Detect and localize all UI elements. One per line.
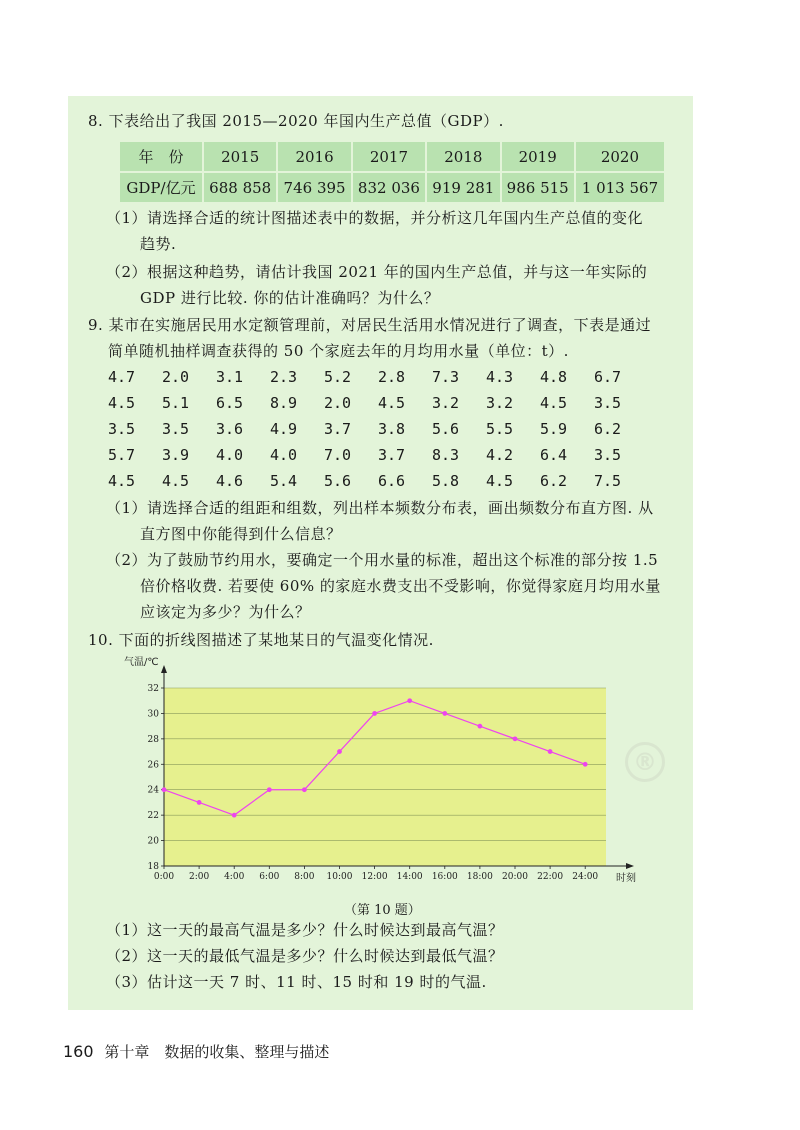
x-axis-label: 时刻: [616, 873, 636, 884]
x-tick-label: 10:00: [326, 872, 353, 882]
q8-sub1-line1: （1）请选择合适的统计图描述表中的数据，并分析这几年国内生产总值的变化: [106, 209, 644, 227]
q8-sub1-line2: 趋势.: [140, 235, 177, 253]
x-tick-label: 4:00: [224, 872, 245, 882]
data-row: [108, 418, 648, 440]
data-point: [337, 749, 342, 754]
data-value: 4.0: [270, 446, 298, 464]
data-point: [407, 698, 412, 703]
table-cell-gdp: 919 281: [427, 173, 499, 202]
table-cell-gdp: 832 036: [353, 173, 425, 202]
data-value: 3.9: [162, 446, 190, 464]
q9-line2: 简单随机抽样调查获得的 50 个家庭去年的月均用水量（单位：t）.: [108, 342, 569, 360]
q8-title: 8. 下表给出了我国 2015—2020 年国内生产总值（GDP）.: [88, 112, 504, 130]
data-row: [108, 366, 648, 388]
data-value: 3.5: [594, 394, 622, 412]
data-point: [513, 736, 518, 741]
y-tick-label: 20: [147, 836, 159, 847]
data-value: 5.2: [324, 368, 352, 386]
data-value: 5.8: [432, 472, 460, 490]
q10-sub2: （2）这一天的最低气温是多少？什么时候达到最低气温？: [106, 947, 504, 965]
table-cell-gdp: 986 515: [502, 173, 574, 202]
data-value: 7.0: [324, 446, 352, 464]
data-value: 4.9: [270, 420, 298, 438]
x-tick-label: 2:00: [188, 872, 210, 882]
data-value: 3.7: [378, 446, 406, 464]
y-axis-label: 气温/℃: [124, 657, 159, 668]
data-value: 5.7: [108, 446, 136, 464]
y-tick-label: 24: [147, 785, 159, 796]
q9-sub2-line1: （2）为了鼓励节约用水，要确定一个用水量的标准，超出这个标准的部分按 1.5: [106, 551, 659, 569]
data-value: 8.3: [432, 446, 460, 464]
y-tick-label: 28: [147, 734, 159, 745]
data-value: 3.5: [594, 446, 622, 464]
data-value: 2.3: [270, 368, 298, 386]
data-point: [302, 787, 307, 792]
data-value: 5.1: [162, 394, 190, 412]
y-tick-label: 26: [147, 760, 159, 771]
data-row: [108, 470, 648, 492]
x-axis-arrow: [626, 863, 634, 869]
data-value: 3.5: [162, 420, 190, 438]
data-value: 2.8: [378, 368, 406, 386]
temperature-line-chart: [120, 655, 640, 885]
data-value: 5.6: [324, 472, 352, 490]
x-tick-label: 20:00: [502, 872, 528, 882]
data-point: [548, 749, 553, 754]
table-cell-gdp: 746 395: [278, 173, 350, 202]
data-value: 6.5: [216, 394, 244, 412]
figure-caption: （第 10 题）: [344, 903, 421, 918]
plot-area: [164, 688, 606, 866]
data-value: 2.0: [162, 368, 190, 386]
data-value: 3.5: [108, 420, 136, 438]
x-tick-label: 24:00: [572, 872, 599, 882]
data-value: 5.5: [486, 420, 514, 438]
data-value: 4.5: [378, 394, 406, 412]
table-cell-gdp: 688 858: [204, 173, 276, 202]
data-value: 4.6: [216, 472, 244, 490]
data-value: 4.2: [486, 446, 514, 464]
data-value: 7.5: [594, 472, 622, 490]
data-value: 6.6: [378, 472, 406, 490]
y-axis-arrow: [161, 665, 167, 673]
data-row: [108, 444, 648, 466]
data-value: 6.4: [540, 446, 568, 464]
y-tick-label: 30: [147, 709, 159, 720]
q10-sub3: （3）估计这一天 7 时、11 时、15 时和 19 时的气温.: [106, 973, 487, 991]
data-value: 3.6: [216, 420, 244, 438]
table-cell-gdp: 1 013 567: [576, 173, 664, 202]
y-tick-label: 18: [147, 862, 159, 872]
data-value: 6.7: [594, 368, 622, 386]
data-row: [108, 392, 648, 414]
data-value: 4.7: [108, 368, 136, 386]
data-point: [583, 762, 588, 767]
data-value: 4.5: [486, 472, 514, 490]
data-value: 5.6: [432, 420, 460, 438]
data-value: 6.2: [594, 420, 622, 438]
chapter-title: 第十章 数据的收集、整理与描述: [104, 1043, 330, 1061]
data-point: [162, 787, 167, 792]
data-point: [232, 813, 237, 818]
x-tick-label: 0:00: [153, 872, 175, 882]
data-value: 5.4: [270, 472, 298, 490]
registered-trademark-watermark: ®: [625, 742, 665, 782]
x-tick-label: 8:00: [294, 872, 315, 882]
table-header-year: 年 份: [120, 142, 202, 171]
q9-sub1-line1: （1）请选择合适的组距和组数，列出样本频数分布表，画出频数分布直方图. 从: [106, 499, 654, 517]
x-tick-label: 6:00: [259, 872, 280, 882]
data-value: 3.8: [378, 420, 406, 438]
data-value: 4.8: [540, 368, 568, 386]
q9-sub1-line2: 直方图中你能得到什么信息？: [140, 525, 342, 543]
gdp-table: [118, 140, 666, 204]
table-cell-year: 2015: [204, 142, 276, 171]
table-cell-year: 2019: [502, 142, 574, 171]
q10-title: 10. 下面的折线图描述了某地某日的气温变化情况.: [88, 631, 434, 649]
x-tick-label: 22:00: [537, 872, 564, 882]
data-value: 4.5: [108, 394, 136, 412]
data-point: [267, 787, 272, 792]
q9-line1: 9. 某市在实施居民用水定额管理前，对居民生活用水情况进行了调查，下表是通过: [88, 316, 652, 334]
table-cell-year: 2016: [278, 142, 350, 171]
data-value: 7.3: [432, 368, 460, 386]
q9-sub2-line3: 应该定为多少？为什么？: [140, 603, 311, 621]
q8-sub2-line1: （2）根据这种趋势，请估计我国 2021 年的国内生产总值，并与这一年实际的: [106, 263, 648, 281]
data-value: 3.1: [216, 368, 244, 386]
page-number: 160: [63, 1042, 94, 1061]
x-tick-label: 12:00: [361, 872, 388, 882]
data-value: 8.9: [270, 394, 298, 412]
data-point: [372, 711, 377, 716]
x-tick-label: 16:00: [431, 872, 458, 882]
page-footer: [63, 1041, 329, 1062]
table-cell-year: 2018: [427, 142, 499, 171]
table-header-gdp: GDP/亿元: [120, 173, 202, 202]
data-value: 4.3: [486, 368, 514, 386]
data-value: 6.2: [540, 472, 568, 490]
data-value: 4.0: [216, 446, 244, 464]
table-row: [120, 173, 664, 202]
data-value: 5.9: [540, 420, 568, 438]
table-row: [120, 142, 664, 171]
data-point: [442, 711, 447, 716]
table-cell-year: 2017: [353, 142, 425, 171]
data-value: 3.7: [324, 420, 352, 438]
data-value: 4.5: [108, 472, 136, 490]
x-tick-label: 18:00: [466, 872, 493, 882]
y-tick-label: 22: [147, 811, 159, 822]
data-point: [197, 800, 202, 805]
data-value: 3.2: [486, 394, 514, 412]
x-tick-label: 14:00: [396, 872, 423, 882]
q8-sub2-line2: GDP 进行比较. 你的估计准确吗？为什么？: [140, 289, 440, 307]
data-value: 4.5: [540, 394, 568, 412]
q10-sub1: （1）这一天的最高气温是多少？什么时候达到最高气温？: [106, 921, 504, 939]
data-value: 3.2: [432, 394, 460, 412]
data-value: 4.5: [162, 472, 190, 490]
data-point: [478, 724, 483, 729]
data-value: 2.0: [324, 394, 352, 412]
q9-sub2-line2: 倍价格收费. 若要使 60% 的家庭水费支出不受影响，你觉得家庭月均用水量: [140, 577, 661, 595]
y-tick-label: 32: [147, 684, 159, 694]
table-cell-year: 2020: [576, 142, 664, 171]
